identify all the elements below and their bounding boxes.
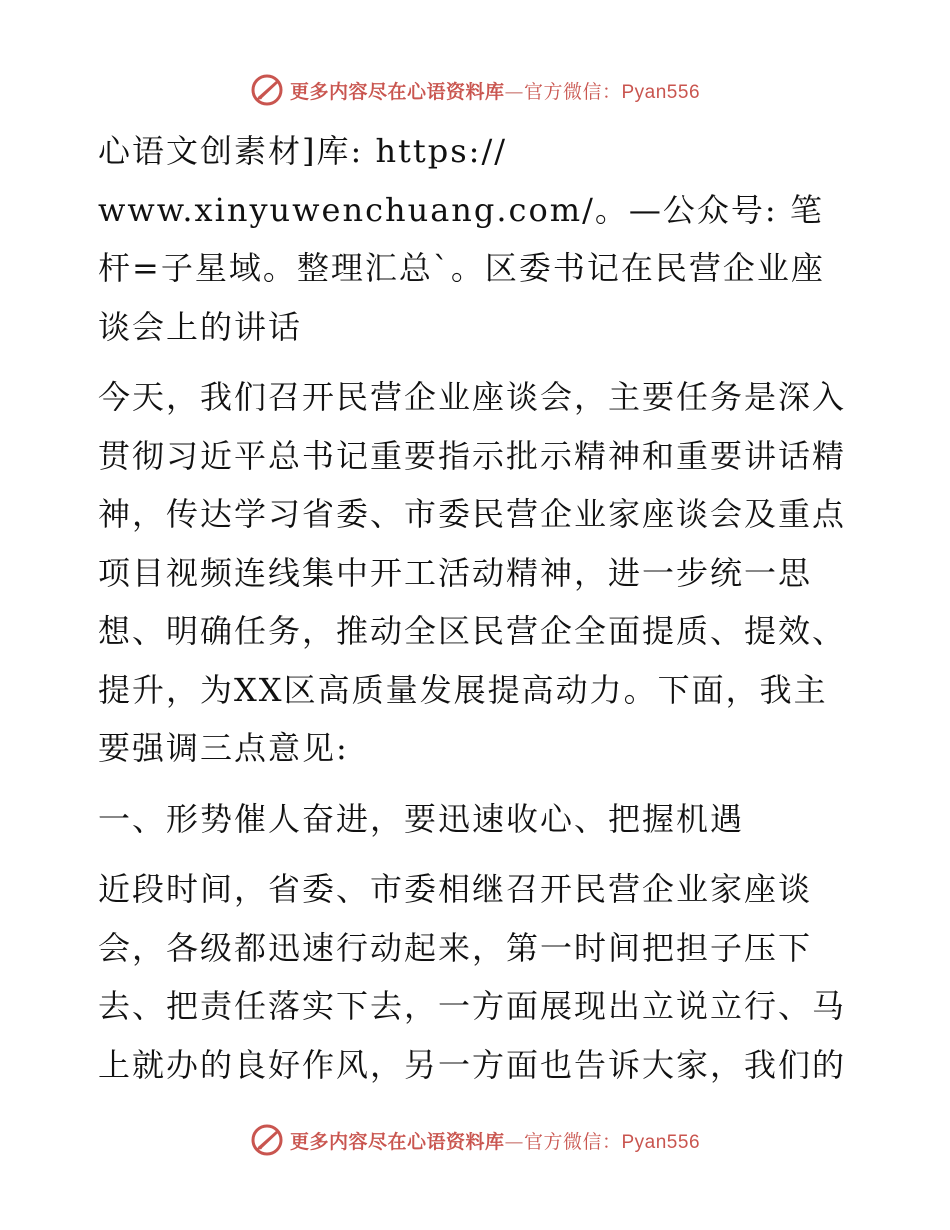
watermark-brand: 更多内容尽在心语资料库 (289, 1130, 505, 1153)
xinyu-logo-icon (250, 1123, 284, 1157)
watermark-dash: — (504, 1130, 524, 1153)
header-watermark (0, 70, 950, 110)
watermark-wechat-label: 官方微信： (523, 1130, 622, 1153)
intro-line-1: 心语文创素材]库: https:// (98, 132, 508, 170)
watermark-text (290, 1127, 700, 1154)
watermark-brand: 更多内容尽在心语资料库 (289, 80, 505, 103)
watermark-wechat-label: 官方微信： (523, 80, 622, 103)
footer-watermark (0, 1120, 950, 1160)
watermark-text (290, 77, 700, 104)
section-heading-1: 一、形势催人奋进，要迅速收心、把握机遇 (98, 799, 745, 838)
document-body (98, 122, 850, 1094)
watermark-wechat-id: Pyan556 (621, 1131, 701, 1153)
watermark-dash: — (504, 80, 524, 103)
watermark-wechat-id: Pyan556 (621, 81, 701, 103)
intro-title: www.xinyuwenchuang.com/。—公众号: 笔杆=子星域。整理汇总ˋ。区委书记在民营企业座谈会上的讲话 (98, 190, 825, 346)
xinyu-logo-icon (250, 73, 284, 107)
paragraph-1: 今天，我们召开民营企业座谈会，主要任务是深入贯彻习近平总书记重要指示批示精神和重要讲话精神，传达学习省委、市委民营企业家座谈会及重点项目视频连线集中开工活动精神，进一步统一思想、明确任务，推动全区民营企全面提质、提效、提升，为XX区高质量发展提高动力。下面，我主要强调三点意见: (98, 378, 847, 767)
paragraph-2: 近段时间，省委、市委相继召开民营企业家座谈会，各级都迅速行动起来，第一时间把担子压下去、把责任落实下去，一方面展现出立说立行、马上就办的良好作风，另一方面也告诉大家，我们的 (98, 870, 847, 1084)
